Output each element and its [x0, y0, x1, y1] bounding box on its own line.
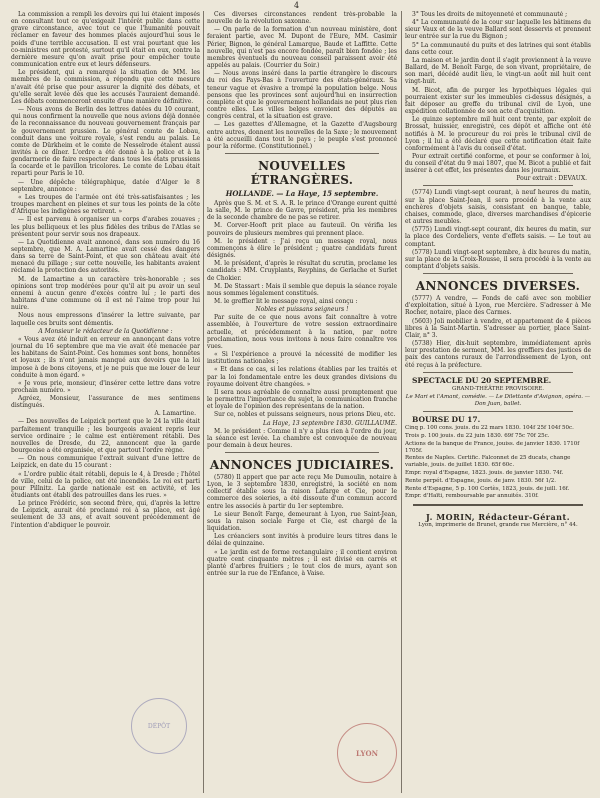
- classified-ad: (5777) A vendre, — Fonds de café avec son mobilier d'exploitation, situé à Lyon, rue Mercière. S'adresser à Me Rocher, notaire, place des Carmes.: [405, 295, 591, 317]
- theatre-program: Le Mari et l'Amant, comédie. — Le Dilettante d'Avignon, opéra. — Don Juan, ballet.: [405, 393, 591, 408]
- column-rule: [203, 11, 204, 793]
- legal-notice: 5° La communauté du puits et des latrines qui sont établis dans cette cour.: [405, 41, 591, 56]
- column-rule: [401, 11, 402, 793]
- article-paragraph: — Nous avons de Berlin des lettres datées du 10 courant, qui nous confirment la nouvelle que nous avions déjà donnée de la reconnaissance du nouveau gouvernement français par le gouvernement prussien. Le général comte de Lobau, conduit dans une voiture royale, s'est rendu au palais. Le comte de Dürkheim et le comte de Nesselrode étaient aussi invités à ce dîner. L'ordre a été donné à la police et à la gendarmerie de faire respecter dans tous les états prussiens la cocarde et le pavillon tricolores. Le comte de Lobau était reparti pour Paris le 10.: [11, 106, 200, 178]
- legal-notice: « Le jardin est de forme rectangulaire ; il contient environ quatre cent cinquante mètres ; il est divisé en carrés et planté d'arbres fruitiers ; le tout clos de murs, ayant son entrée sur la rue de l'Enfance, à Vaise.: [207, 548, 397, 577]
- legal-notice: Le quinze septembre mil huit cent trente, par exploit de Brossat, huissier, enregistré, ces dépôt et affiche ont été notifiés à M. le procureur du roi près le tribunal civil de Lyon ; il lui a été déclaré que cette notification était faite conformément à l'avis du conseil d'état.: [405, 116, 591, 152]
- article-paragraph: Ces diverses circonstances rendent très-probable la nouvelle de la révolution saxonne.: [207, 11, 397, 26]
- article-paragraph: Sur ce, nobles et puissans seigneurs, nous prions Dieu, etc.: [214, 411, 396, 419]
- notice-signature: Pour extrait : DEVAUX.: [516, 175, 587, 183]
- section-divider: [423, 411, 573, 412]
- printer-line: Lyon, imprimerie de Brunet, grande rue Mercière, n° 44.: [418, 522, 578, 529]
- article-paragraph: Le prince Frédéric, son second frère, qui, d'après la lettre de Leipzick, aurait été proclamé roi à sa place, est âgé seulement de 33 ans, et avait souvent précédemment de l'intention d'abdiquer le pouvoir.: [11, 500, 200, 529]
- letter-salutation: A Monsieur le rédacteur de la Quotidienne :: [38, 327, 173, 335]
- stamp-text: LYON: [356, 748, 378, 758]
- bourse-line: Rente d'Espagne, 5 p. 100 Cortès, 1823, jouis. de juill. 16f.: [405, 485, 570, 492]
- article-paragraph: Par suite de ce que nous avons fait connaître à votre assemblée, à l'ouverture de votre session extraordinaire actuelle, et précédemment à la nation, par notre proclamation, nous vous invitons à nous faire connaître vos vues.: [207, 314, 397, 350]
- column-3: [405, 11, 591, 793]
- sale-notice: (5774) Lundi vingt-sept courant, à neuf heures du matin, sur la place Saint-Jean, il sera procédé à la vente aux enchères d'objets saisis, consistant en banque, table, chaises, commode, glace, diverses marchandises d'épicerie et autres meubles.: [405, 189, 591, 226]
- article-paragraph: Le président, qui a remarqué la situation de MM. les membres de la commission, a répondu que cette mesure n'avait été prise que pour assurer la dignité des débats, et qu'elle serait levée dès que les accusés l'auraient demandé. Les débats commenceront ensuite d'une manière définitive.: [11, 69, 200, 105]
- article-paragraph: La commission a rempli les devoirs qui lui étaient imposés en consultant tout ce qu'exigeait l'intérêt public dans cette grave circonstance, avec tout ce que l'humanité pouvait réclamer en faveur des hommes placés aujourd'hui sous le poids d'une terrible accusation. Il est vrai pourtant que les co-ministres ont protesté, surtout qu'il était en eux, contre la dernière mesure qu'on avait prise pour empêcher toute communication entre eux et leurs défenseurs.: [11, 11, 200, 69]
- article-paragraph: — La Quotidienne avait annoncé, dans son numéro du 16 septembre, que M. A. Lamartine avait cessé des dangers dans sa terre de Saint-Point, et que son château avait été menacé du pillage ; sur cette nouvelle, les habitants avaient réclamé la protection des autorités.: [11, 238, 200, 275]
- article-paragraph: — Nous avons inséré dans la partie étrangère le discours du roi des Pays-Bas à l'ouverture des états-généraux. Sa teneur vague et évasive a trompé la population belge. Nous pensons que les provinces sont aujourd'hui en insurrection complète et que le gouvernement hollandais ne peut plus rien contre elles. Les villes belges envoient des députés au congrès central, et la situation est grave.: [207, 70, 397, 121]
- section-divider: [423, 273, 573, 274]
- bourse-line: Empr. d'Haïti, remboursable par annuités. 310f.: [405, 493, 539, 500]
- sale-notice: (5778) Lundi vingt-sept septembre, à dix heures du matin, sur la place de la Croix-Rousse, il sera procédé à la vente au comptant d'objets saisis.: [405, 248, 591, 270]
- article-paragraph: « Les troupes de l'armée ont été très-satisfaisantes ; les troupes marchent en pleines et sur tous les points de la côte d'Afrique les indigènes se retirent. »: [11, 193, 200, 216]
- article-paragraph: Il sera nous agréable de connaître aussi promptement que le permettra l'importance du sujet, la communication franche et loyale de l'opinion des représentans de la nation.: [207, 388, 397, 411]
- section-divider: [225, 153, 379, 154]
- bourse-line: Rentes de Naples. Certific. Falconnet de 25 ducats, change variable, jouis. de juillet 1830. 65f 60c.: [405, 455, 571, 469]
- legal-notice: 3° Tous les droits de mitoyenneté et communauté ;: [412, 11, 568, 18]
- article-paragraph: « Et dans ce cas, si les relations établies par les traités et par la loi fondamentale entre les deux grandes divisions du royaume doivent être changées. »: [207, 366, 397, 388]
- article-paragraph: M. Corver-Hooft prit place au fauteuil. On vérifia les pouvoirs de plusieurs membres qui prennent place.: [207, 222, 397, 237]
- page-number: 4: [294, 1, 300, 10]
- article-paragraph: « Vous avez été induit en erreur en annonçant dans votre journal du 16 septembre que ma vie avait été menacée par les habitans de Saint-Point. Ces hommes sont bons, honnêtes et loyaux ; ils n'ont jamais manqué aux devoirs que la loi impose à de bons citoyens, et je ne puis que me louer de leur conduite à mon égard. »: [11, 335, 200, 379]
- legal-notice: Pour extrait certifié conforme, et pour se conformer à loi, du conseil d'état du 9 mai 1807, que M. Bicot a publié et fait insérer à cet effet, les présentes dans les journaux.: [405, 152, 591, 175]
- sale-notice: (5775) Lundi vingt-sept courant, dix heures du matin, sur la place des Cordeliers, vente d'effets saisis. — Le tout au comptant.: [405, 226, 591, 248]
- classified-ad: (5738) Hier, dix-huit septembre, immédiatement après leur prestation de serment, MM. les greffiers des justices de paix des cantons ruraux de l'arrondissement de Lyon, ont été reçus à la préfecture.: [405, 340, 591, 369]
- article-paragraph: — Il est parvenu à organiser un corps d'arabes zouaves ; les plus belliqueux et les plus fidèles des tribus de l'Atlas se présentent pour servir sous nos drapeaux.: [11, 216, 200, 238]
- article-paragraph: M. le président, d'après le résultat du scrutin, proclame les candidats : MM. Cruyplants, Reyphins, de Gerlache et Surlet de Chokier.: [207, 260, 397, 282]
- stamp-text: DÉPÔT: [147, 722, 171, 730]
- article-paragraph: « Si l'expérience a prouvé la nécessité de modifier les institutions nationales ;: [207, 351, 397, 366]
- article-paragraph: — Une dépêche télégraphique, datée d'Alger le 8 septembre, annonce :: [11, 178, 200, 193]
- dateline: HOLLANDE. — La Haye, 15 septembre.: [225, 188, 379, 198]
- editor-name: J. MORIN, Rédacteur-Gérant.: [426, 512, 570, 523]
- footer: [405, 512, 591, 528]
- library-stamp-icon: [131, 698, 187, 754]
- red-seal-stamp-icon: [337, 723, 397, 783]
- legal-notice: (5780) Il appert que par acte reçu Me Dumoulin, notaire à Lyon, le 3 septembre 1830, enregistré, la société en nom collectif établie sous la raison Lafarge et Cie, pour le commerce des soieries, a été dissoute d'un commun accord entre les associés à partir du 1er septembre.: [207, 473, 397, 510]
- article-paragraph: M. De Stassart : Mais il semble que depuis la séance royale nous sommes légalement constitués.: [207, 282, 397, 297]
- article-quote: « L'ordre public était rétabli, depuis le 4, à Dresde ; l'hôtel de ville, celui de la police, ont été incendiés. Le roi est parti pour Pillnitz. La garde nationale est en activité, et les étudiants ont établi des patrouilles dans les rues. »: [11, 470, 200, 499]
- article-paragraph: M. le président : J'ai reçu un message royal, nous commençons à élire le président ; quatre candidats furent désignés.: [207, 237, 397, 260]
- classified-ad: (5603) Joli mobilier à vendre, et appartement de 4 pièces libres à la Saint-Martin. S'adresser au portier, place Saint-Clair, n° 3.: [405, 317, 591, 339]
- article-paragraph: Nous nous empressons d'insérer la lettre suivante, par laquelle ces bruits sont démentis.: [11, 312, 200, 327]
- bourse-line: Cinq p. 100 cons. jouis. du 22 mars 1830. 104f 25f 104f 50c.: [405, 425, 574, 432]
- article-paragraph: M. de Lamartine a un caractère très-honorable ; ses opinions sont trop modérées pour qu'il ait pu avoir un seul ennemi à aucun genre d'excès contre lui ; le parti des habitans d'une commune où il est né l'aime trop pour lui nuire.: [11, 275, 200, 312]
- bourse-line: Trois p. 100 jouis. du 22 juin 1830. 69f 75c 70f 25c.: [405, 432, 550, 439]
- legal-notice: Le sieur Benoît Farge, demeurant à Lyon, rue Saint-Jean, sous la raison sociale Farge et Cie, est chargé de la liquidation.: [207, 510, 397, 533]
- legal-notice: M. Bicot, afin de purger les hypothèques légales qui pourraient exister sur les immeubles ci-dessus désignés, a fait déposer au greffe du tribunal civil de Lyon, une expédition collationnée de son acte d'acquisition.: [405, 86, 591, 116]
- article-paragraph: — Des nouvelles de Leipzick portent que le 24 la ville était parfaitement tranquille ; les bourgeois avaient repris leur service ordinaire ; le calme est entièrement rétabli. Des nouvelles de Dresde, du 22, annoncent que la garde bourgeoise a été organisée, et que partout l'ordre règne.: [11, 418, 200, 455]
- article-paragraph: — On nous communique l'extrait suivant d'une lettre de Leipzick, en date du 15 courant :: [11, 455, 200, 470]
- bourse-heading: BOURSE DU 17.: [412, 415, 481, 425]
- footer-rule: [413, 504, 583, 506]
- section-heading-judicial: ANNONCES JUDICIAIRES.: [209, 457, 395, 472]
- legal-notice: Les créanciers sont invités à produire leurs titres dans le délai de quinzaine.: [207, 533, 397, 548]
- column-1: [11, 11, 200, 793]
- letter-signature: A. Lamartine.: [154, 410, 196, 418]
- section-divider: [423, 372, 573, 373]
- legal-notice: La maison et le jardin dont il s'agit proviennent à la veuve Ballard, de M. Benoît Farge, de son vivant, propriétaire, de son mari, décédé audit lieu, le vingt-un août mil huit cent vingt-huit.: [405, 56, 591, 86]
- article-paragraph: « Je vous prie, monsieur, d'insérer cette lettre dans votre prochain numéro. »: [11, 379, 200, 394]
- article-paragraph: — On parle de la formation d'un nouveau ministère, dont feraient partie, avec M. Dupont de l'Eure, MM. Casimir Périer, Bignon, le général Lamarque, Baude et Laffitte. Cette nouvelle, qui n'est pas encore fondée, paraît bien fondée ; les membres éventuels du nouveau conseil paraissent avoir été appelés au palais. (Courrier du Soir.): [207, 26, 397, 70]
- article-paragraph: M. le président : Comme il n'y a plus rien à l'ordre du jour, la séance est levée. La chambre est convoquée de nouveau pour demain à deux heures.: [207, 427, 397, 449]
- address-line: Nobles et puissans seigneurs !: [255, 306, 349, 314]
- theatre-name: GRAND-THÉÂTRE PROVISOIRE.: [452, 385, 544, 392]
- bourse-line: Empr. royal d'Espagne, 1823. jouis. de janvier 1830. 74f.: [405, 469, 564, 476]
- section-heading-miscellaneous: ANNONCES DIVERSES.: [415, 279, 581, 294]
- section-heading-foreign-news: NOUVELLES ÉTRANGÈRES.: [250, 158, 354, 187]
- section-divider: [225, 452, 379, 453]
- bourse-line: Actions de la banque de France, jouiss. de janvier 1830. 1710f 1705f.: [405, 440, 580, 454]
- section-divider: [423, 185, 573, 186]
- article-paragraph: M. le greffier lit le message royal, ainsi conçu :: [214, 298, 358, 305]
- article-paragraph: Agréez, Monsieur, l'assurance de mes sentimens distingués.: [11, 395, 200, 410]
- document-date: La Haye, 13 septembre 1830. GUILLAUME.: [263, 419, 397, 427]
- column-2: [207, 11, 397, 793]
- bourse-line: Rente perpét. d'Espagne, jouis. de janv. 1830. 56f 1/2.: [405, 477, 557, 484]
- bourse-listing: [405, 425, 591, 500]
- spectacle-heading: SPECTACLE DU 20 SEPTEMBRE.: [412, 375, 552, 385]
- legal-notice: 4° La communauté de la cour sur laquelle les bâtimens du sieur Vaux et de la veuve Ballard sont desservis et prennent leur entrée sur la rue du Bignon ;: [405, 19, 591, 41]
- article-paragraph: — Les gazettes d'Allemagne, et la Gazette d'Augsbourg entre autres, donnent les nouvelles de la Saxe ; le mouvement a été accueilli dans tout le pays ; le peuple s'est prononcé pour la réforme. (Constitutionnel.): [207, 121, 397, 150]
- article-paragraph: Après que S. M. et S. A. R. le prince d'Orange eurent quitté la salle, M. le prince de Gavre, président, pria les membres de la seconde chambre de ne pas se retirer.: [207, 199, 397, 222]
